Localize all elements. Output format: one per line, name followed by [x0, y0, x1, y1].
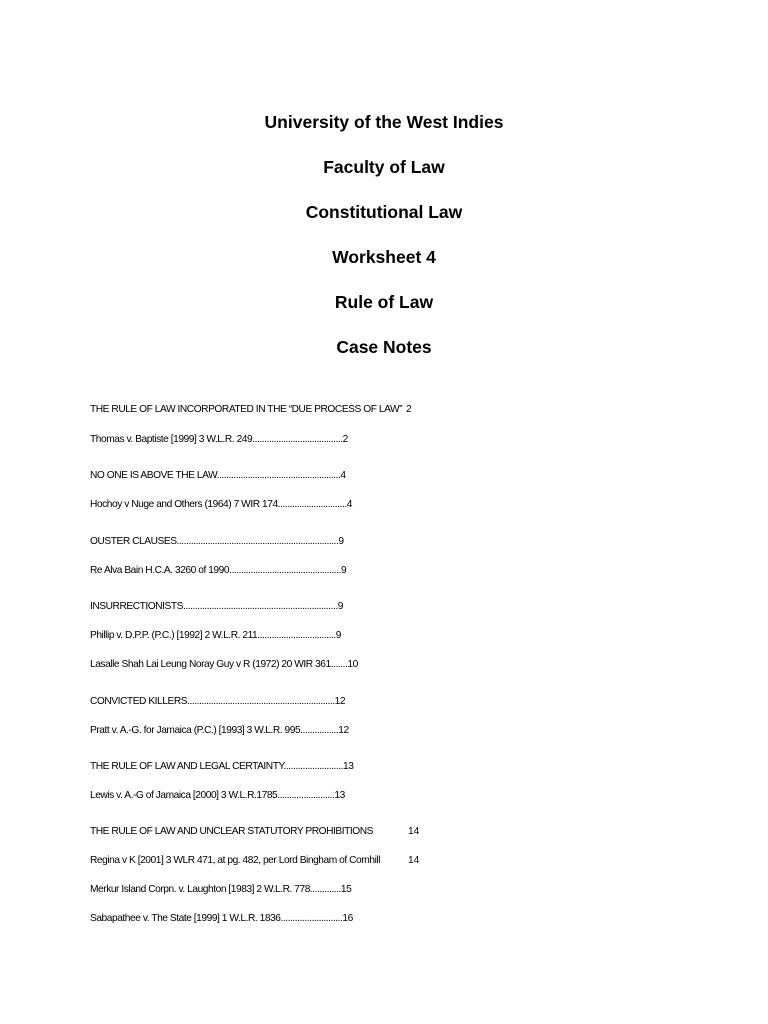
toc-entry-text: THE RULE OF LAW INCORPORATED IN THE “DUE PROCESS OF LAW” [90, 404, 403, 415]
toc-entry-case: Thomas v. Baptiste [1999] 3 W.L.R. 249......................................2 [90, 434, 348, 445]
toc-entry-heading [90, 404, 402, 416]
toc-entry-page: 2 [406, 404, 412, 415]
faculty-title: Faculty of Law [323, 157, 445, 177]
topic-title: Rule of Law [334, 292, 434, 312]
toc-entry-page: 14 [408, 855, 420, 866]
toc-entry-heading: INSURRECTIONISTS.................................................................9 [90, 601, 343, 612]
toc-entry-page: 14 [408, 826, 420, 837]
toc-entry-case: Pratt v. A.-G. for Jamaica (P.C.) [1993] 3 W.L.R. 995................12 [90, 725, 349, 736]
university-title: University of the West Indies [264, 112, 504, 132]
toc-entry-case: Regina v K [2001] 3 WLR 471, at pg. 482, per Lord Bingham of Cornhill [90, 855, 381, 866]
toc-entry-heading: OUSTER CLAUSES....................................................................9 [90, 536, 344, 547]
toc-entry-case: Lasalle Shah Lai Leung Noray Guy v R (1972) 20 WIR 361.......10 [90, 659, 358, 670]
toc-entry-case: Phillip v. D.P.P. (P.C.) [1992] 2 W.L.R. 211.................................9 [90, 630, 342, 641]
course-title: Constitutional Law [305, 202, 463, 222]
toc-entry-case: Lewis v. A.-G of Jamaica [2000] 3 W.L.R.1785........................13 [90, 790, 345, 801]
toc-entry-case: Sabapathee v. The State [1999] 1 W.L.R. 1836..........................16 [90, 913, 353, 924]
toc-entry-heading: NO ONE IS ABOVE THE LAW....................................................4 [90, 470, 346, 481]
toc-entry-heading: CONVICTED KILLERS..............................................................12 [90, 696, 346, 707]
toc-entry-case: Re Alva Bain H.C.A. 3260 of 1990...............................................9 [90, 565, 347, 576]
toc-entry-heading: THE RULE OF LAW AND LEGAL CERTAINTY.........................13 [90, 761, 354, 772]
toc-entry-case: Hochoy v Nuge and Others (1964) 7 WIR 174.............................4 [90, 499, 352, 510]
toc-entry-case: Merkur Island Corpn. v. Laughton [1983] 2 W.L.R. 778.............15 [90, 884, 352, 895]
toc-entry-heading: THE RULE OF LAW AND UNCLEAR STATUTORY PROHIBITIONS [90, 826, 373, 837]
worksheet-title: Worksheet 4 [332, 247, 436, 267]
subtitle: Case Notes [336, 337, 432, 357]
